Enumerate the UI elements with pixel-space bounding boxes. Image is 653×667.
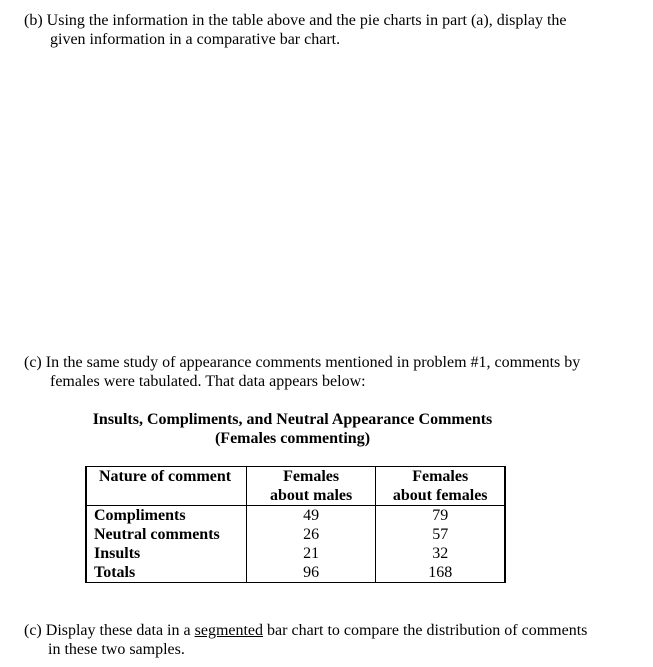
part-c-intro-line-1: (c) In the same study of appearance comments mentioned in problem #1, comments by — [24, 354, 581, 371]
row-label: Insults — [86, 544, 246, 563]
part-c-task — [24, 621, 624, 659]
table-row — [86, 544, 505, 563]
part-c-task-text — [24, 621, 624, 659]
cell-about-males: 26 — [246, 525, 376, 544]
part-c-intro — [24, 353, 624, 391]
table-row — [86, 563, 505, 583]
part-b-question — [24, 11, 624, 49]
part-c-task-line-2: in these two samples. — [48, 641, 185, 658]
table-title-line-2: (Females commenting) — [214, 430, 371, 447]
row-label: Neutral comments — [86, 525, 246, 544]
cell-about-females: 32 — [376, 544, 505, 563]
cell-about-females: 57 — [376, 525, 505, 544]
cell-about-females: 168 — [376, 563, 505, 583]
table-title — [0, 410, 585, 448]
row-label: Totals — [86, 563, 246, 583]
part-c-intro-text — [24, 353, 624, 391]
row-label: Compliments — [86, 506, 246, 526]
header-females-about-females: Females about females — [376, 467, 505, 506]
cell-about-males: 96 — [246, 563, 376, 583]
part-c-task-prefix: (c) Display these data in a — [24, 622, 195, 639]
cell-about-females: 79 — [376, 506, 505, 526]
cell-about-males: 21 — [246, 544, 376, 563]
table-header-row — [86, 467, 505, 506]
segmented-keyword: segmented — [194, 622, 264, 639]
comments-table — [85, 466, 506, 583]
part-c-intro-line-2: females were tabulated. That data appears below: — [50, 373, 366, 390]
header-nature-of-comment: Nature of comment — [86, 467, 246, 506]
table-row — [86, 525, 505, 544]
part-b-line-2: given information in a comparative bar chart. — [50, 31, 341, 48]
table-title-line-1: Insults, Compliments, and Neutral Appearance Comments — [92, 411, 493, 428]
header-females-about-males: Females about males — [246, 467, 376, 506]
part-c-task-suffix: bar chart to compare the distribution of comments — [263, 622, 588, 639]
part-b-line-1: (b) Using the information in the table above and the pie charts in part (a), display the — [24, 12, 567, 29]
cell-about-males: 49 — [246, 506, 376, 526]
part-b-text — [24, 11, 624, 49]
table-row — [86, 506, 505, 526]
